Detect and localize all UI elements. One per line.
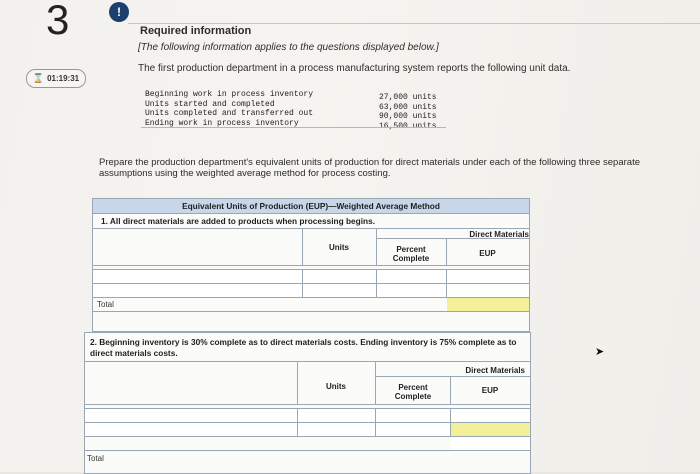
unit-data-label: Units started and completed — [145, 99, 275, 109]
total-label: Total — [87, 454, 104, 463]
table-row — [85, 408, 530, 422]
table-row — [93, 269, 529, 283]
units-input[interactable] — [298, 409, 376, 422]
alert-icon[interactable]: ! — [109, 2, 129, 22]
col-percent-complete: Percent Complete — [394, 383, 432, 401]
percent-input[interactable] — [377, 284, 447, 297]
total-label: Total — [97, 300, 114, 309]
unit-data-value: 16,500 units — [379, 121, 437, 131]
table-question: 2. Beginning inventory is 30% complete as to direct materials costs. Ending inventory is 75% complete as to direct materials costs. — [90, 337, 517, 358]
intro-text: The first production department in a process manufacturing system reports the following unit data. — [138, 63, 571, 74]
percent-input[interactable] — [376, 423, 451, 436]
unit-data-label: Ending work in process inventory — [145, 118, 299, 128]
column-header — [93, 229, 529, 266]
col-eup: EUP — [481, 386, 499, 395]
divider — [128, 23, 700, 24]
eup-input[interactable] — [451, 409, 531, 422]
percent-input[interactable] — [376, 409, 451, 422]
percent-input[interactable] — [377, 270, 447, 283]
col-units: Units — [329, 243, 349, 252]
column-header — [85, 362, 530, 405]
instruction-line: assumptions using the weighted average method for process costing. — [99, 168, 391, 179]
total-row — [85, 436, 530, 451]
label-input[interactable] — [93, 270, 303, 283]
units-input[interactable] — [303, 270, 377, 283]
units-input[interactable] — [303, 284, 377, 297]
units-input[interactable] — [298, 423, 376, 436]
note-text: [The following information applies to the questions displayed below.] — [138, 42, 439, 53]
unit-data-label: Beginning work in process inventory — [145, 90, 314, 99]
table-title-bar — [93, 199, 529, 214]
timer-badge[interactable] — [26, 69, 86, 88]
eup-input[interactable] — [451, 423, 531, 436]
unit-data-divider — [141, 127, 446, 128]
label-input[interactable] — [85, 423, 298, 436]
question-number: 3 — [46, 0, 70, 43]
eup-table-1 — [92, 198, 530, 332]
col-direct-materials: Direct Materials — [465, 366, 525, 375]
label-input[interactable] — [85, 409, 298, 422]
total-row — [93, 297, 529, 312]
col-percent-complete: Percent Complete — [392, 245, 430, 263]
table-question-row — [85, 333, 530, 362]
table-row — [93, 283, 529, 297]
total-eup-input[interactable] — [447, 298, 530, 311]
unit-data-value: 63,000 units — [379, 102, 437, 112]
table-question-row — [93, 214, 529, 229]
timer-icon: ⌛ — [32, 73, 45, 83]
table-question: 1. All direct materials are added to products when processing begins. — [101, 216, 376, 226]
eup-table-2 — [84, 332, 531, 474]
unit-data-values — [379, 93, 437, 131]
table-title: Equivalent Units of Production (EUP)—Weighted Average Method — [182, 201, 440, 211]
eup-input[interactable] — [447, 284, 530, 297]
unit-data-value: 27,000 units — [379, 93, 437, 102]
label-input[interactable] — [93, 284, 303, 297]
unit-data-value: 90,000 units — [379, 112, 437, 121]
table-row — [85, 422, 530, 436]
instructions — [99, 157, 699, 179]
timer-value: 01:19:31 — [47, 74, 80, 83]
col-direct-materials: Direct Materials — [469, 230, 529, 239]
eup-input[interactable] — [447, 270, 530, 283]
col-eup: EUP — [479, 249, 496, 258]
instruction-line: Prepare the production department's equivalent units of production for direct materials under each of the following three separate — [99, 157, 640, 168]
mouse-cursor-icon: ➤ — [595, 346, 605, 358]
total-eup-input[interactable] — [451, 437, 531, 450]
unit-data-labels — [145, 90, 313, 128]
col-units: Units — [326, 382, 346, 391]
required-title: Required information — [140, 25, 252, 37]
unit-data-label: Units completed and transferred out — [145, 109, 314, 118]
